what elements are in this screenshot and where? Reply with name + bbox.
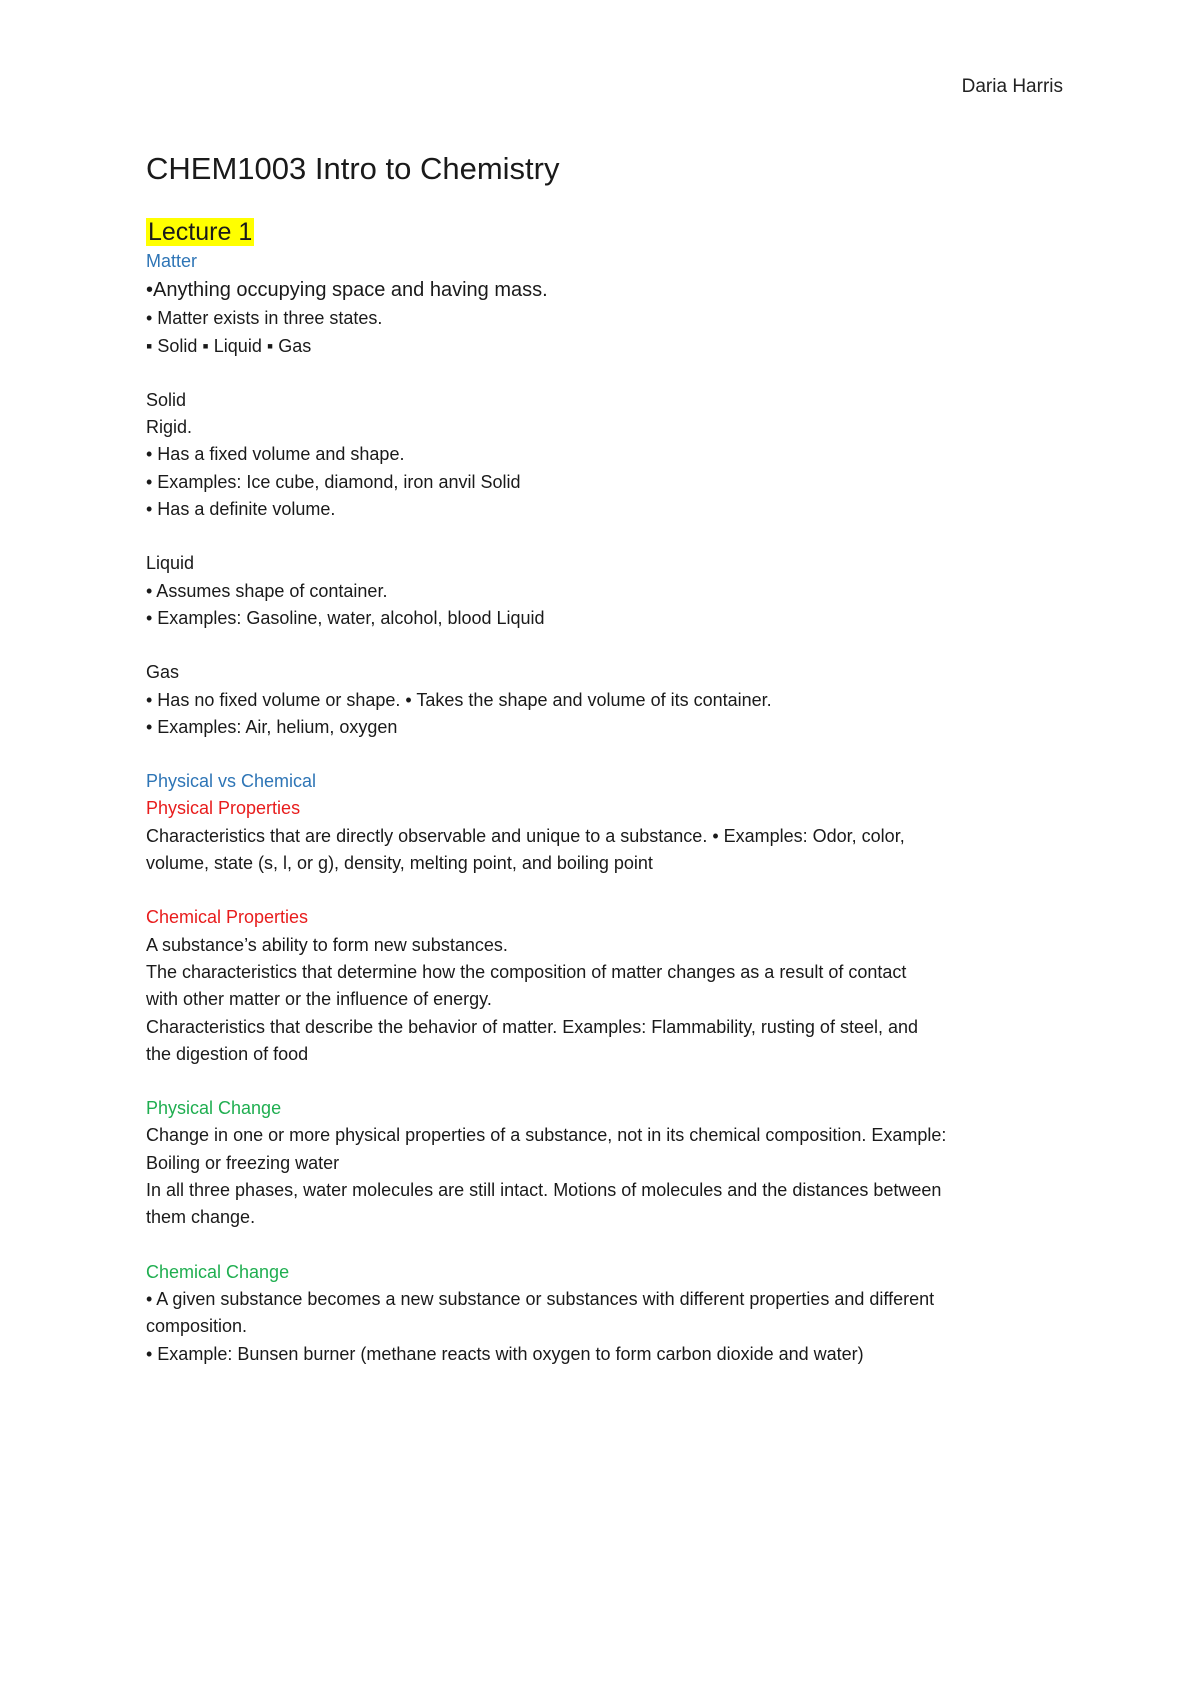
section-gas: [146, 659, 1066, 741]
gas-line: • Examples: Air, helium, oxygen: [146, 716, 398, 737]
matter-states-list: ▪ Solid ▪ Liquid ▪ Gas: [146, 335, 312, 356]
matter-heading: Matter: [146, 251, 198, 271]
document-title: CHEM1003 Intro to Chemistry: [146, 151, 560, 186]
lecture-heading: [146, 216, 1066, 248]
spacer: [146, 360, 1066, 387]
gas-heading: Gas: [146, 662, 180, 683]
lecture-heading-highlight: Lecture 1: [148, 218, 253, 246]
physical-change-line: Boiling or freezing water: [146, 1152, 340, 1173]
chemical-change-line: • Example: Bunsen burner (methane reacts with oxygen to form carbon dioxide and water): [146, 1343, 864, 1364]
liquid-line: • Examples: Gasoline, water, alcohol, blood Liquid: [146, 607, 545, 628]
gas-line: • Has no fixed volume or shape. • Takes the shape and volume of its container.: [146, 689, 772, 710]
physical-properties-line: volume, state (s, l, or g), density, melting point, and boiling point: [146, 853, 653, 874]
spacer: [146, 523, 1066, 550]
physical-vs-chemical-heading: Physical vs Chemical: [146, 771, 317, 792]
matter-states-intro: • Matter exists in three states.: [146, 308, 383, 329]
spacer: [146, 1068, 1066, 1095]
author-name: Daria Harris: [961, 76, 1063, 97]
matter-definition: •Anything occupying space and having mass.: [146, 279, 548, 302]
spacer: [146, 1232, 1066, 1259]
chemical-properties-line: The characteristics that determine how the composition of matter changes as a result of contact: [146, 961, 907, 982]
chemical-properties-line: A substance’s ability to form new substances.: [146, 934, 508, 955]
chemical-properties-line: Characteristics that describe the behavior of matter. Examples: Flammability, rusting of steel, and: [146, 1016, 919, 1037]
spacer: [146, 741, 1066, 768]
section-physical-properties: [146, 768, 1066, 877]
section-matter: [146, 248, 1066, 360]
chemical-change-heading: Chemical Change: [146, 1261, 290, 1282]
liquid-heading: Liquid: [146, 553, 195, 574]
physical-properties-heading: Physical Properties: [146, 798, 301, 819]
section-physical-change: [146, 1095, 1066, 1231]
chemical-properties-heading: Chemical Properties: [146, 907, 309, 928]
physical-change-heading: Physical Change: [146, 1098, 282, 1119]
solid-line: • Has a fixed volume and shape.: [146, 444, 405, 465]
solid-line: • Examples: Ice cube, diamond, iron anvil Solid: [146, 471, 521, 492]
liquid-line: • Assumes shape of container.: [146, 580, 388, 601]
solid-heading: Solid: [146, 389, 187, 410]
spacer: [146, 877, 1066, 904]
section-liquid: [146, 550, 1066, 632]
section-chemical-change: [146, 1259, 1066, 1368]
physical-change-line: them change.: [146, 1207, 256, 1228]
section-chemical-properties: [146, 904, 1066, 1068]
physical-change-line: In all three phases, water molecules are still intact. Motions of molecules and the distances between: [146, 1180, 942, 1201]
chemical-properties-line: with other matter or the influence of energy.: [146, 989, 492, 1010]
physical-properties-line: Characteristics that are directly observable and unique to a substance. • Examples: Odor, color,: [146, 825, 905, 846]
solid-line: Rigid.: [146, 417, 193, 438]
section-solid: [146, 387, 1066, 523]
chemical-properties-line: the digestion of food: [146, 1043, 309, 1064]
chemical-change-line: • A given substance becomes a new substance or substances with different properties and different: [146, 1288, 935, 1309]
physical-change-line: Change in one or more physical properties of a substance, not in its chemical composition. Example:: [146, 1125, 947, 1146]
spacer: [146, 632, 1066, 659]
chemical-change-line: composition.: [146, 1316, 248, 1337]
solid-line: • Has a definite volume.: [146, 499, 336, 520]
document-body: [146, 148, 1066, 1368]
